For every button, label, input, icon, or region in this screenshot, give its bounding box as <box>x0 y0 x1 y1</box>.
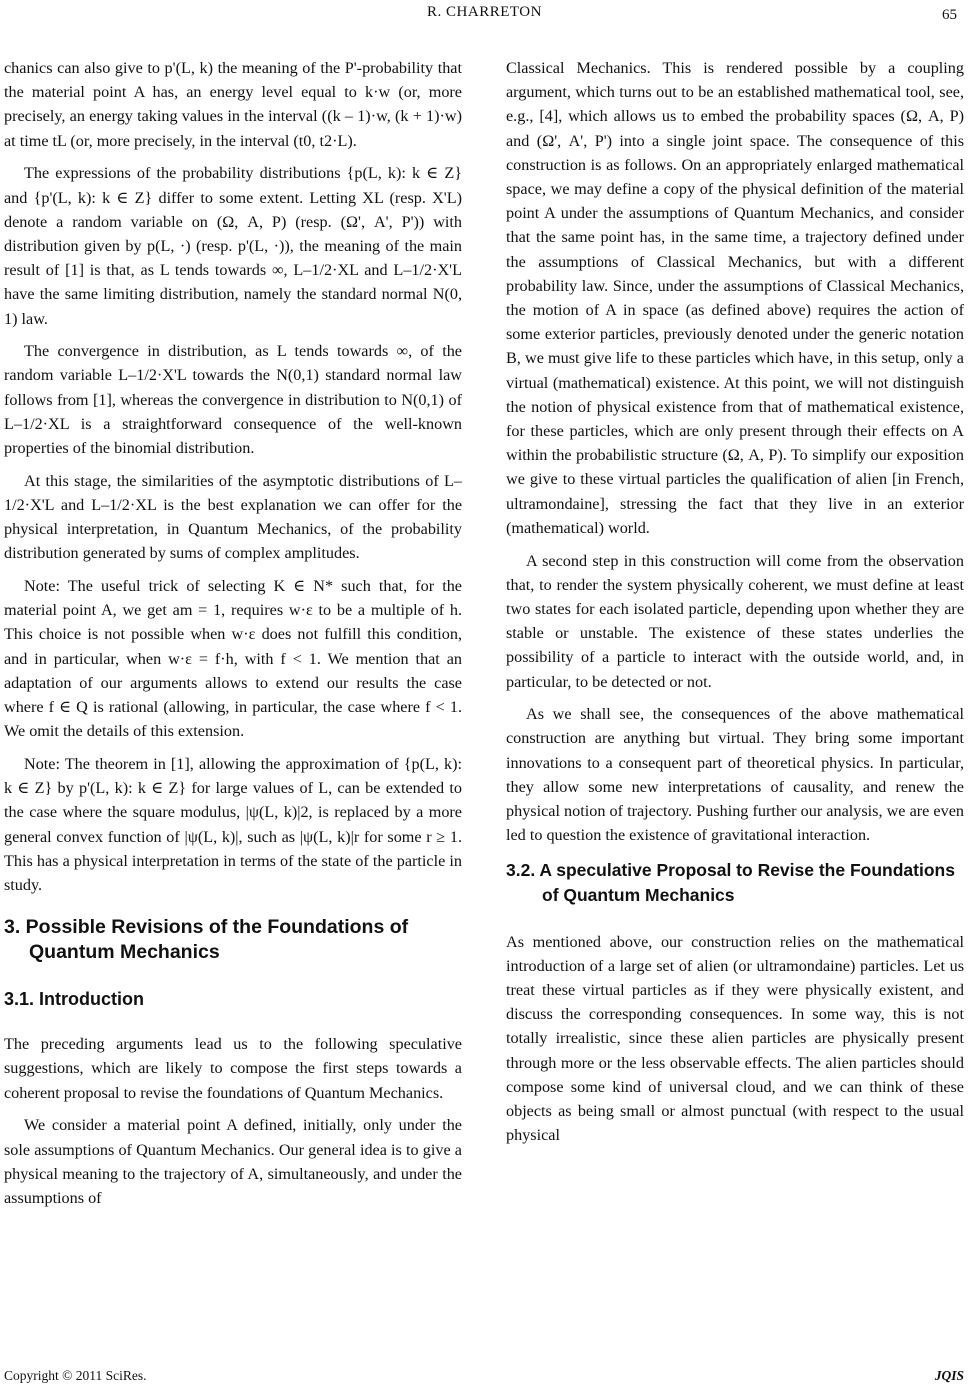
paragraph: As we shall see, the consequences of the above mathematical construction are anything but virtual. They bring some important innovations to a consequent part of theoretical physics. In particular, they allow some new interpretations of causality, and renew the physical notion of trajectory. Pushing further our analysis, we are even led to question the existence of gravitational interaction. <box>506 705 964 845</box>
paragraph: A second step in this construction will come from the observation that, to render the system physically coherent, we must define at least two states for each isolated particle, depending upon whether they are stable or unstable. The existence of these states underlies the possibility of a particle to interact with the outside world, and, in particular, to be detected or not. <box>506 551 964 691</box>
page-footer <box>4 1368 964 1386</box>
paragraph: We consider a material point A defined, initially, only under the sole assumptions of Quantum Mechanics. Our general idea is to give a physical meaning to the trajectory of A, simultaneously, and under the assumptions of <box>4 1116 462 1207</box>
paragraph: chanics can also give to p'(L, k) the meaning of the P'-probability that the material point A has, an energy level equal to k·w (or, more precisely, an energy taking values in the interval ((k – 1)·w, (k + 1)·w) at time tL (or, more precisely, in the interval (t0, t2·L). <box>4 59 462 150</box>
journal-name: JQIS <box>934 1368 964 1383</box>
right-column <box>506 56 964 1156</box>
paragraph: As mentioned above, our construction relies on the mathematical introduction of a large set of alien (or ultramondaine) particles. Let us treat these virtual particles as if they were physically existent, and discuss the corresponding consequences. In some way, this is not totally irrealistic, since these alien particles are physically present through more or the less observable effects. The alien particles should compose some kind of universal cloud, and we can think of these objects as being small or almost punctual (with respect to the usual physical <box>506 932 964 1145</box>
paragraph: The preceding arguments lead us to the following speculative suggestions, which are likely to compose the first steps towards a coherent proposal to revise the foundations of Quantum Mechanics. <box>4 1035 462 1102</box>
running-head <box>0 4 969 26</box>
section-heading: 3. Possible Revisions of the Foundations of Quantum Mechanics <box>4 916 409 964</box>
paragraph: Note: The theorem in [1], allowing the approximation of {p(L, k): k ∈ Z} by p'(L, k): k ∈ Z} for large values of L, can be extended to the case where the square modulus, |ψ(L, k)|2, is replaced by a more general convex function of |ψ(L, k)|, such as |ψ(L, k)|r for some r ≥ 1. This has a physical interpretation in terms of the state of the particle in study. <box>4 754 462 894</box>
page-number: 65 <box>942 7 957 23</box>
subsection-heading: 3.1. Introduction <box>4 989 145 1010</box>
paragraph: At this stage, the similarities of the asymptotic distributions of L–1/2·X'L and L–1/2·XL is the best explanation we can offer for the physical interpretation, in Quantum Mechanics, of the probability distribution generated by sums of complex amplitudes. <box>4 471 462 563</box>
copyright-notice: Copyright © 2011 SciRes. <box>4 1368 147 1383</box>
running-head-author: R. CHARRETON <box>427 4 542 20</box>
paragraph: Note: The useful trick of selecting K ∈ N* such that, for the material point A, we get am = 1, requires w·ε to be a multiple of h. This choice is not possible when w·ε does not fulfill this condition, and in particular, when w·ε = f·h, with f < 1. We mention that an adaptation of our arguments allows to extend our results the case where f ∈ Q is rational (allowing, in particular, the case where f < 1. We omit the details of this extension. <box>4 577 462 741</box>
paragraph: The expressions of the probability distributions {p(L, k): k ∈ Z} and {p'(L, k): k ∈ Z} differ to some extent. Letting XL (resp. X'L) denote a random variable on (Ω, A, P) (resp. (Ω', A', P')) with distribution given by p(L, ·) (resp. p'(L, ·)), the meaning of the main result of [1] is that, as L tends towards ∞, L–1/2·XL and L–1/2·X'L have the same limiting distribution, namely the standard normal N(0, 1) law. <box>4 164 462 328</box>
subsection-heading: 3.2. A speculative Proposal to Revise the Foundations of Quantum Mechanics <box>506 859 955 905</box>
paragraph: The convergence in distribution, as L tends towards ∞, of the random variable L–1/2·X'L towards the N(0,1) standard normal law follows from [1], whereas the convergence in distribution to N(0,1) of L–1/2·XL is a straightforward consequence of the well-known properties of the binomial distribution. <box>4 342 462 458</box>
paragraph: Classical Mechanics. This is rendered possible by a coupling argument, which turns out to be an established mathematical tool, see, e.g., [4], which allows us to embed the probability spaces (Ω, A, P) and (Ω', A', P') into a single joint space. The consequence of this construction is as follows. On an appropriately enlarged mathematical space, we may define a copy of the physical definition of the material point A under the assumptions of Quantum Mechanics, and consider that the same point has, in the same time, a trajectory defined under the assumptions of Classical Mechanics, but with a different probability law. Since, under the assumptions of Classical Mechanics, the motion of A in space (as defined above) requires the action of some exterior particles, previously denoted under the generic notation B, we must give life to these particles which have, in this setup, only a virtual (mathematical) existence. At this point, we will not distinguish the notion of physical existence from that of mathematical existence, for these particles, which are only present through their effects on A within the probabilistic structure (Ω, A, P). To simplify our exposition we give to these virtual particles the qualification of alien [in French, ultramondaine], stressing the fact that they live in an exterior (mathematical) world. <box>506 59 964 537</box>
left-column <box>4 56 462 1219</box>
